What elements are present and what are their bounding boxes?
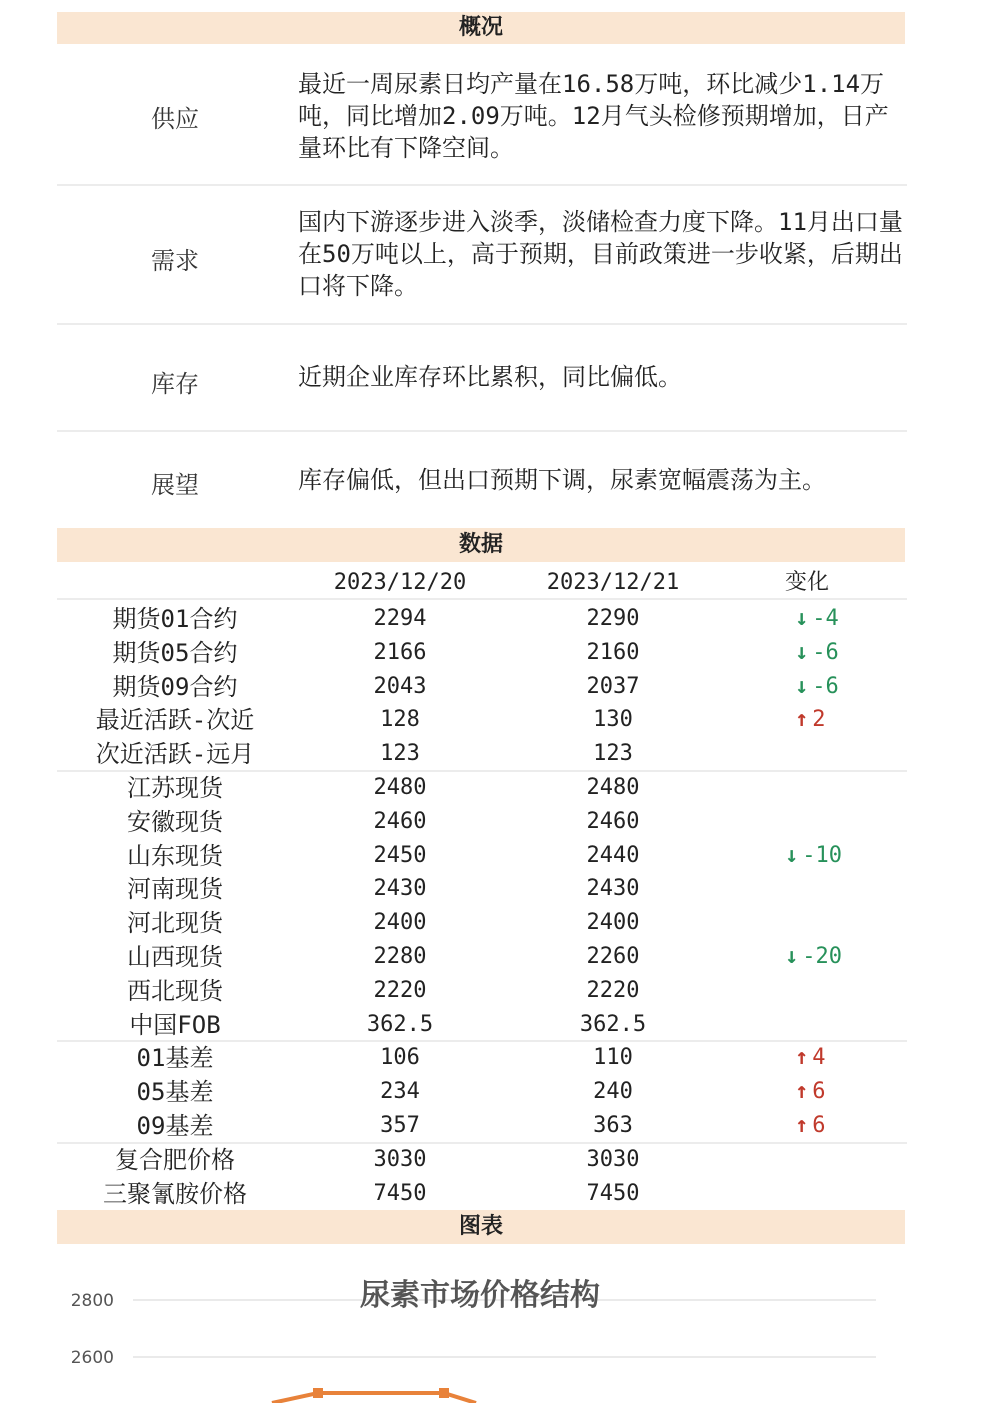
data-point bbox=[313, 1388, 323, 1398]
value-date-2: 3030 bbox=[586, 1146, 640, 1172]
arrow-down-icon: ↓ bbox=[785, 944, 799, 969]
row-label: 最近活跃-次近 bbox=[95, 706, 255, 735]
demand-text: 国内下游逐步进入淡季，淡储检查力度下降。11月出口量在50万吨以上，高于预期，目前政策进一步收紧，后期出口将下降。 bbox=[298, 208, 903, 300]
col-date-1: 2023/12/20 bbox=[333, 570, 467, 595]
change-value: -10 bbox=[802, 842, 842, 868]
row-label: 河南现货 bbox=[127, 875, 223, 904]
table-header-row bbox=[0, 566, 992, 600]
value-date-2: 2440 bbox=[586, 842, 640, 868]
value-date-2: 2290 bbox=[586, 606, 640, 631]
value-date-1: 362.5 bbox=[366, 1011, 434, 1037]
data-point bbox=[439, 1388, 449, 1398]
table-row bbox=[0, 839, 992, 873]
value-date-1: 2430 bbox=[373, 876, 427, 902]
divider bbox=[57, 598, 907, 600]
value-date-1: 2400 bbox=[373, 910, 427, 936]
table-row bbox=[0, 703, 992, 737]
y-tick-label: 2800 bbox=[70, 1291, 114, 1311]
row-label: 中国FOB bbox=[129, 1010, 221, 1039]
value-date-1: 2166 bbox=[373, 639, 427, 665]
divider bbox=[57, 184, 907, 186]
demand-label: 需求 bbox=[151, 247, 199, 275]
arrow-up-icon: ↑ bbox=[795, 707, 809, 733]
value-date-2: 110 bbox=[593, 1045, 633, 1071]
inventory-text: 近期企业库存环比累积，同比偏低。 bbox=[298, 363, 682, 391]
change-down bbox=[785, 940, 865, 974]
row-label: 安徽现货 bbox=[127, 807, 223, 836]
table-row bbox=[0, 940, 992, 974]
value-date-1: 2460 bbox=[373, 808, 427, 834]
change-value: -20 bbox=[802, 944, 842, 969]
row-label: 01基差 bbox=[136, 1044, 214, 1073]
table-row bbox=[0, 1075, 992, 1109]
value-date-2: 2460 bbox=[586, 808, 640, 834]
value-date-2: 2220 bbox=[586, 977, 640, 1003]
arrow-down-icon: ↓ bbox=[795, 606, 809, 631]
table-row bbox=[0, 974, 992, 1008]
row-label: 复合肥价格 bbox=[115, 1145, 235, 1174]
row-label: 次近活跃-远月 bbox=[95, 740, 255, 769]
table-row bbox=[0, 1041, 992, 1075]
value-date-2: 362.5 bbox=[579, 1011, 647, 1037]
value-date-1: 234 bbox=[380, 1079, 420, 1105]
arrow-up-icon: ↑ bbox=[795, 1045, 809, 1071]
table-row bbox=[0, 1177, 992, 1211]
table-row bbox=[0, 737, 992, 771]
row-label: 西北现货 bbox=[127, 976, 223, 1005]
value-date-1: 2294 bbox=[373, 606, 427, 631]
value-date-1: 128 bbox=[380, 707, 420, 733]
change-down bbox=[795, 636, 875, 670]
row-label: 期货01合约 bbox=[112, 605, 238, 633]
col-change: 变化 bbox=[785, 570, 830, 595]
table-row bbox=[0, 1008, 992, 1042]
value-date-1: 357 bbox=[380, 1113, 420, 1138]
value-date-1: 3030 bbox=[373, 1146, 427, 1172]
value-date-2: 363 bbox=[593, 1113, 633, 1138]
table-row bbox=[0, 1143, 992, 1177]
value-date-2: 240 bbox=[593, 1079, 633, 1105]
change-down bbox=[795, 670, 875, 704]
change-up bbox=[795, 703, 875, 737]
value-date-1: 2450 bbox=[373, 842, 427, 868]
divider bbox=[57, 430, 907, 432]
row-label: 期货05合约 bbox=[112, 638, 238, 667]
overview-header: 概况 bbox=[57, 12, 905, 44]
table-row bbox=[0, 872, 992, 906]
arrow-down-icon: ↓ bbox=[795, 639, 809, 665]
value-date-1: 123 bbox=[380, 741, 420, 767]
change-value: 6 bbox=[812, 1079, 826, 1105]
row-label: 09基差 bbox=[136, 1112, 214, 1140]
row-label: 期货09合约 bbox=[112, 672, 238, 701]
divider bbox=[57, 323, 907, 325]
y-tick-label: 2600 bbox=[70, 1348, 114, 1368]
arrow-down-icon: ↓ bbox=[795, 673, 809, 699]
change-value: -6 bbox=[812, 639, 839, 665]
change-value: 6 bbox=[812, 1113, 826, 1138]
table-row bbox=[0, 906, 992, 940]
value-date-1: 2043 bbox=[373, 673, 427, 699]
col-date-2: 2023/12/21 bbox=[546, 570, 680, 595]
row-label: 05基差 bbox=[136, 1078, 214, 1107]
value-date-1: 106 bbox=[380, 1045, 420, 1071]
table-row bbox=[0, 1109, 992, 1143]
value-date-2: 2160 bbox=[586, 639, 640, 665]
value-date-1: 7450 bbox=[373, 1180, 427, 1206]
supply-label: 供应 bbox=[151, 105, 199, 133]
value-date-2: 2480 bbox=[586, 775, 640, 800]
row-label: 三聚氰胺价格 bbox=[103, 1179, 247, 1208]
change-up bbox=[795, 1075, 875, 1109]
inventory-label: 库存 bbox=[151, 370, 199, 398]
arrow-down-icon: ↓ bbox=[785, 842, 799, 868]
table-row bbox=[0, 602, 992, 636]
value-date-2: 2400 bbox=[586, 910, 640, 936]
chart-header: 图表 bbox=[57, 1210, 905, 1244]
change-up bbox=[795, 1041, 875, 1075]
value-date-2: 2260 bbox=[586, 944, 640, 969]
arrow-up-icon: ↑ bbox=[795, 1079, 809, 1105]
value-date-2: 2430 bbox=[586, 876, 640, 902]
outlook-text: 库存偏低，但出口预期下调，尿素宽幅震荡为主。 bbox=[298, 466, 826, 494]
row-label: 山西现货 bbox=[127, 943, 223, 971]
change-up bbox=[795, 1109, 875, 1143]
outlook-label: 展望 bbox=[151, 471, 199, 499]
change-down bbox=[785, 839, 865, 873]
change-value: -4 bbox=[812, 606, 839, 631]
value-date-2: 7450 bbox=[586, 1180, 640, 1206]
value-date-1: 2480 bbox=[373, 775, 427, 800]
row-label: 江苏现货 bbox=[127, 774, 223, 802]
value-date-1: 2220 bbox=[373, 977, 427, 1003]
value-date-2: 2037 bbox=[586, 673, 640, 699]
value-date-2: 123 bbox=[593, 741, 633, 767]
change-value: 2 bbox=[812, 707, 826, 733]
table-row bbox=[0, 636, 992, 670]
value-date-2: 130 bbox=[593, 707, 633, 733]
change-value: -6 bbox=[812, 673, 839, 699]
table-row bbox=[0, 805, 992, 839]
change-down bbox=[795, 602, 875, 636]
arrow-up-icon: ↑ bbox=[795, 1113, 809, 1138]
value-date-1: 2280 bbox=[373, 944, 427, 969]
data-header: 数据 bbox=[57, 528, 905, 562]
supply-text: 最近一周尿素日均产量在16.58万吨，环比减少1.14万吨，同比增加2.09万吨。12月气头检修预期增加，日产量环比有下降空间。 bbox=[298, 70, 889, 162]
row-label: 山东现货 bbox=[127, 841, 223, 870]
chart-title: 尿素市场价格结构 bbox=[360, 1278, 600, 1313]
change-value: 4 bbox=[812, 1045, 826, 1071]
table-row bbox=[0, 771, 992, 805]
row-label: 河北现货 bbox=[127, 909, 223, 938]
table-row bbox=[0, 670, 992, 704]
